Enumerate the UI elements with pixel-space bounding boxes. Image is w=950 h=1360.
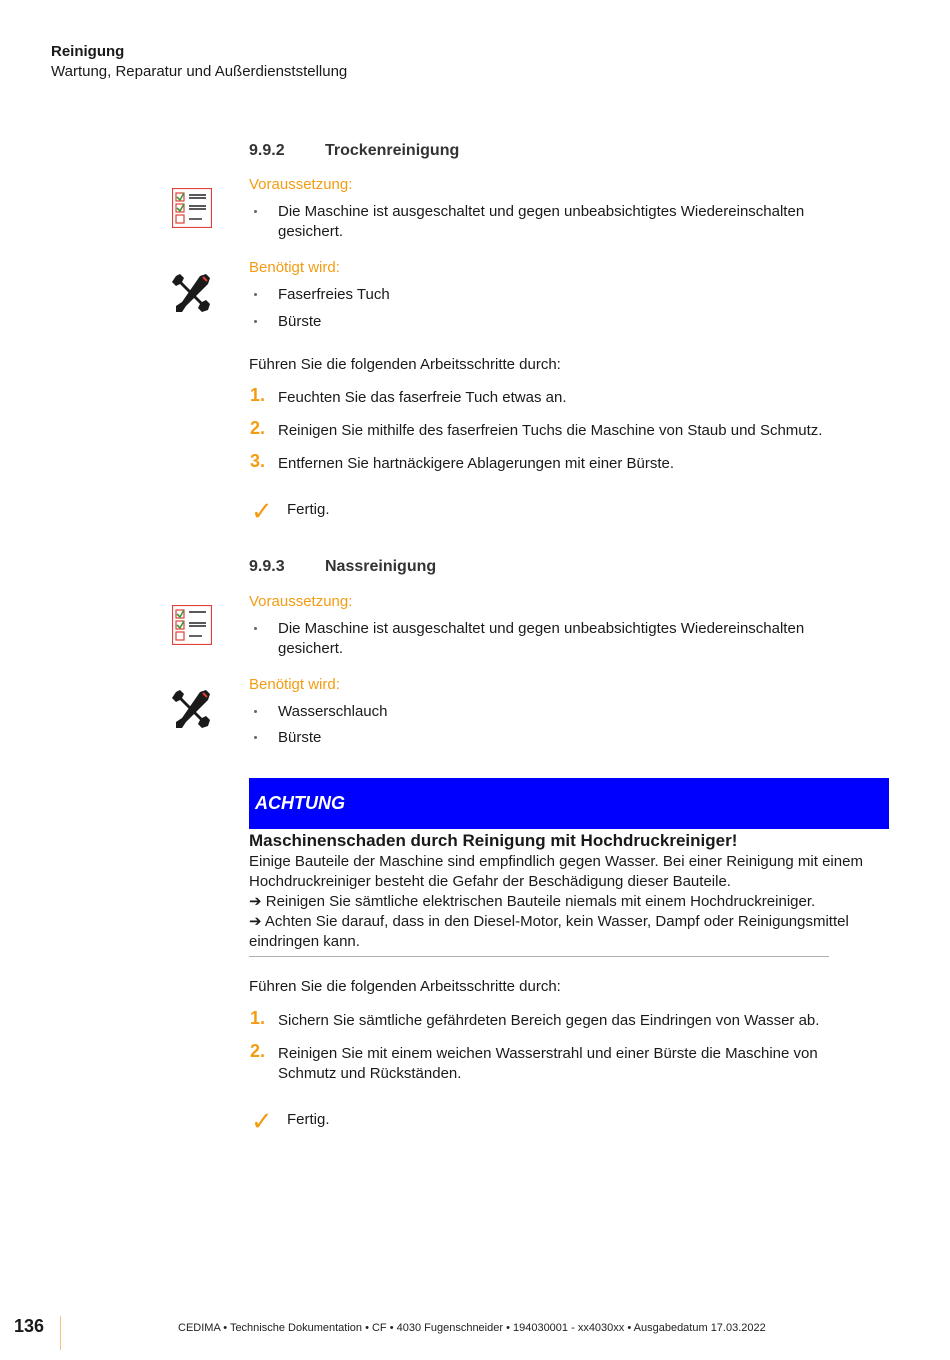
warning-divider: [249, 956, 829, 957]
step-text: Entfernen Sie hartnäckigere Ablagerungen mit einer Bürste.: [278, 455, 675, 472]
warning-title: Maschinenschaden durch Reinigung mit Hochdruckreiniger!: [249, 831, 738, 850]
section-number: 9.9.2: [249, 142, 285, 159]
steps-intro: Führen Sie die folgenden Arbeitsschritte durch:: [249, 356, 561, 373]
warning-action: [249, 892, 889, 912]
checkmark-icon: ✓: [251, 1106, 273, 1136]
list-item: Die Maschine ist ausgeschaltet und gegen unbeabsichtigtes Wiedereinschalten gesichert.: [278, 619, 858, 659]
step-text: Sichern Sie sämtliche gefährdeten Bereich gegen das Eindringen von Wasser ab.: [278, 1012, 820, 1029]
done-label: Fertig.: [287, 1111, 330, 1128]
step-text: Reinigen Sie mithilfe des faserfreien Tuchs die Maschine von Staub und Schmutz.: [278, 422, 823, 439]
header-title: Reinigung: [51, 43, 125, 60]
steps-intro: Führen Sie die folgenden Arbeitsschritte durch:: [249, 978, 561, 995]
checkmark-icon: ✓: [251, 496, 273, 526]
section-heading-trockenreinigung: [249, 142, 459, 160]
warning-text: Einige Bauteile der Maschine sind empfindlich gegen Wasser. Bei einer Reinigung mit einem Hochdruckreiniger besteht die Gefahr der Beschädigung dieser Bauteile.: [249, 853, 863, 890]
footer-divider: [60, 1316, 61, 1350]
arrow-icon: ➔: [249, 893, 262, 910]
list-item: Bürste: [278, 729, 322, 746]
step-text: Feuchten Sie das faserfreie Tuch etwas an.: [278, 389, 567, 406]
arrow-icon: ➔: [249, 913, 262, 930]
list-item: Faserfreies Tuch: [278, 286, 390, 303]
step-number: 2.: [250, 418, 266, 438]
warning-action: [249, 912, 889, 952]
list-item: Bürste: [278, 313, 322, 330]
list-item: Die Maschine ist ausgeschaltet und gegen unbeabsichtigtes Wiedereinschalten gesichert.: [278, 202, 858, 242]
step-text: Reinigen Sie mit einem weichen Wasserstrahl und einer Bürste die Maschine von Schmutz und Rückständen.: [278, 1045, 818, 1082]
footer-text: CEDIMA • Technische Dokumentation • CF • 4030 Fugenschneider • 194030001 - xx4030xx • Ausgabedatum 17.03.2022: [178, 1322, 766, 1334]
checklist-icon: [172, 605, 212, 645]
section-number: 9.9.3: [249, 558, 285, 575]
tools-icon: [170, 272, 214, 314]
page-number: 136: [14, 1316, 45, 1336]
step-item: [250, 1041, 858, 1084]
section-title: Nassreinigung: [325, 558, 437, 575]
step-item: [250, 1008, 868, 1031]
required-label: Benötigt wird:: [249, 259, 340, 276]
prerequisite-label: Voraussetzung:: [249, 176, 353, 193]
tools-icon: [170, 688, 214, 730]
section-title: Trockenreinigung: [325, 142, 460, 159]
done-label: Fertig.: [287, 501, 330, 518]
section-heading-nassreinigung: [249, 558, 436, 576]
list-item: Wasserschlauch: [278, 703, 388, 720]
step-number: 2.: [250, 1041, 266, 1061]
checklist-icon: [172, 188, 212, 228]
step-number: 1.: [250, 385, 266, 405]
step-number: 3.: [250, 451, 266, 471]
warning-action-text: Achten Sie darauf, dass in den Diesel-Motor, kein Wasser, Dampf oder Reinigungsmittel eindringen kann.: [249, 913, 849, 950]
prerequisite-label: Voraussetzung:: [249, 593, 353, 610]
step-item: [250, 451, 878, 474]
warning-action-text: Reinigen Sie sämtliche elektrischen Bauteile niemals mit einem Hochdruckreiniger.: [265, 893, 816, 910]
header-subtitle: Wartung, Reparatur und Außerdienststellung: [51, 63, 348, 80]
step-item: [250, 418, 878, 441]
required-label: Benötigt wird:: [249, 676, 340, 693]
step-item: [250, 385, 878, 408]
warning-label: ACHTUNG: [255, 793, 345, 813]
warning-banner: [249, 778, 889, 829]
step-number: 1.: [250, 1008, 266, 1028]
